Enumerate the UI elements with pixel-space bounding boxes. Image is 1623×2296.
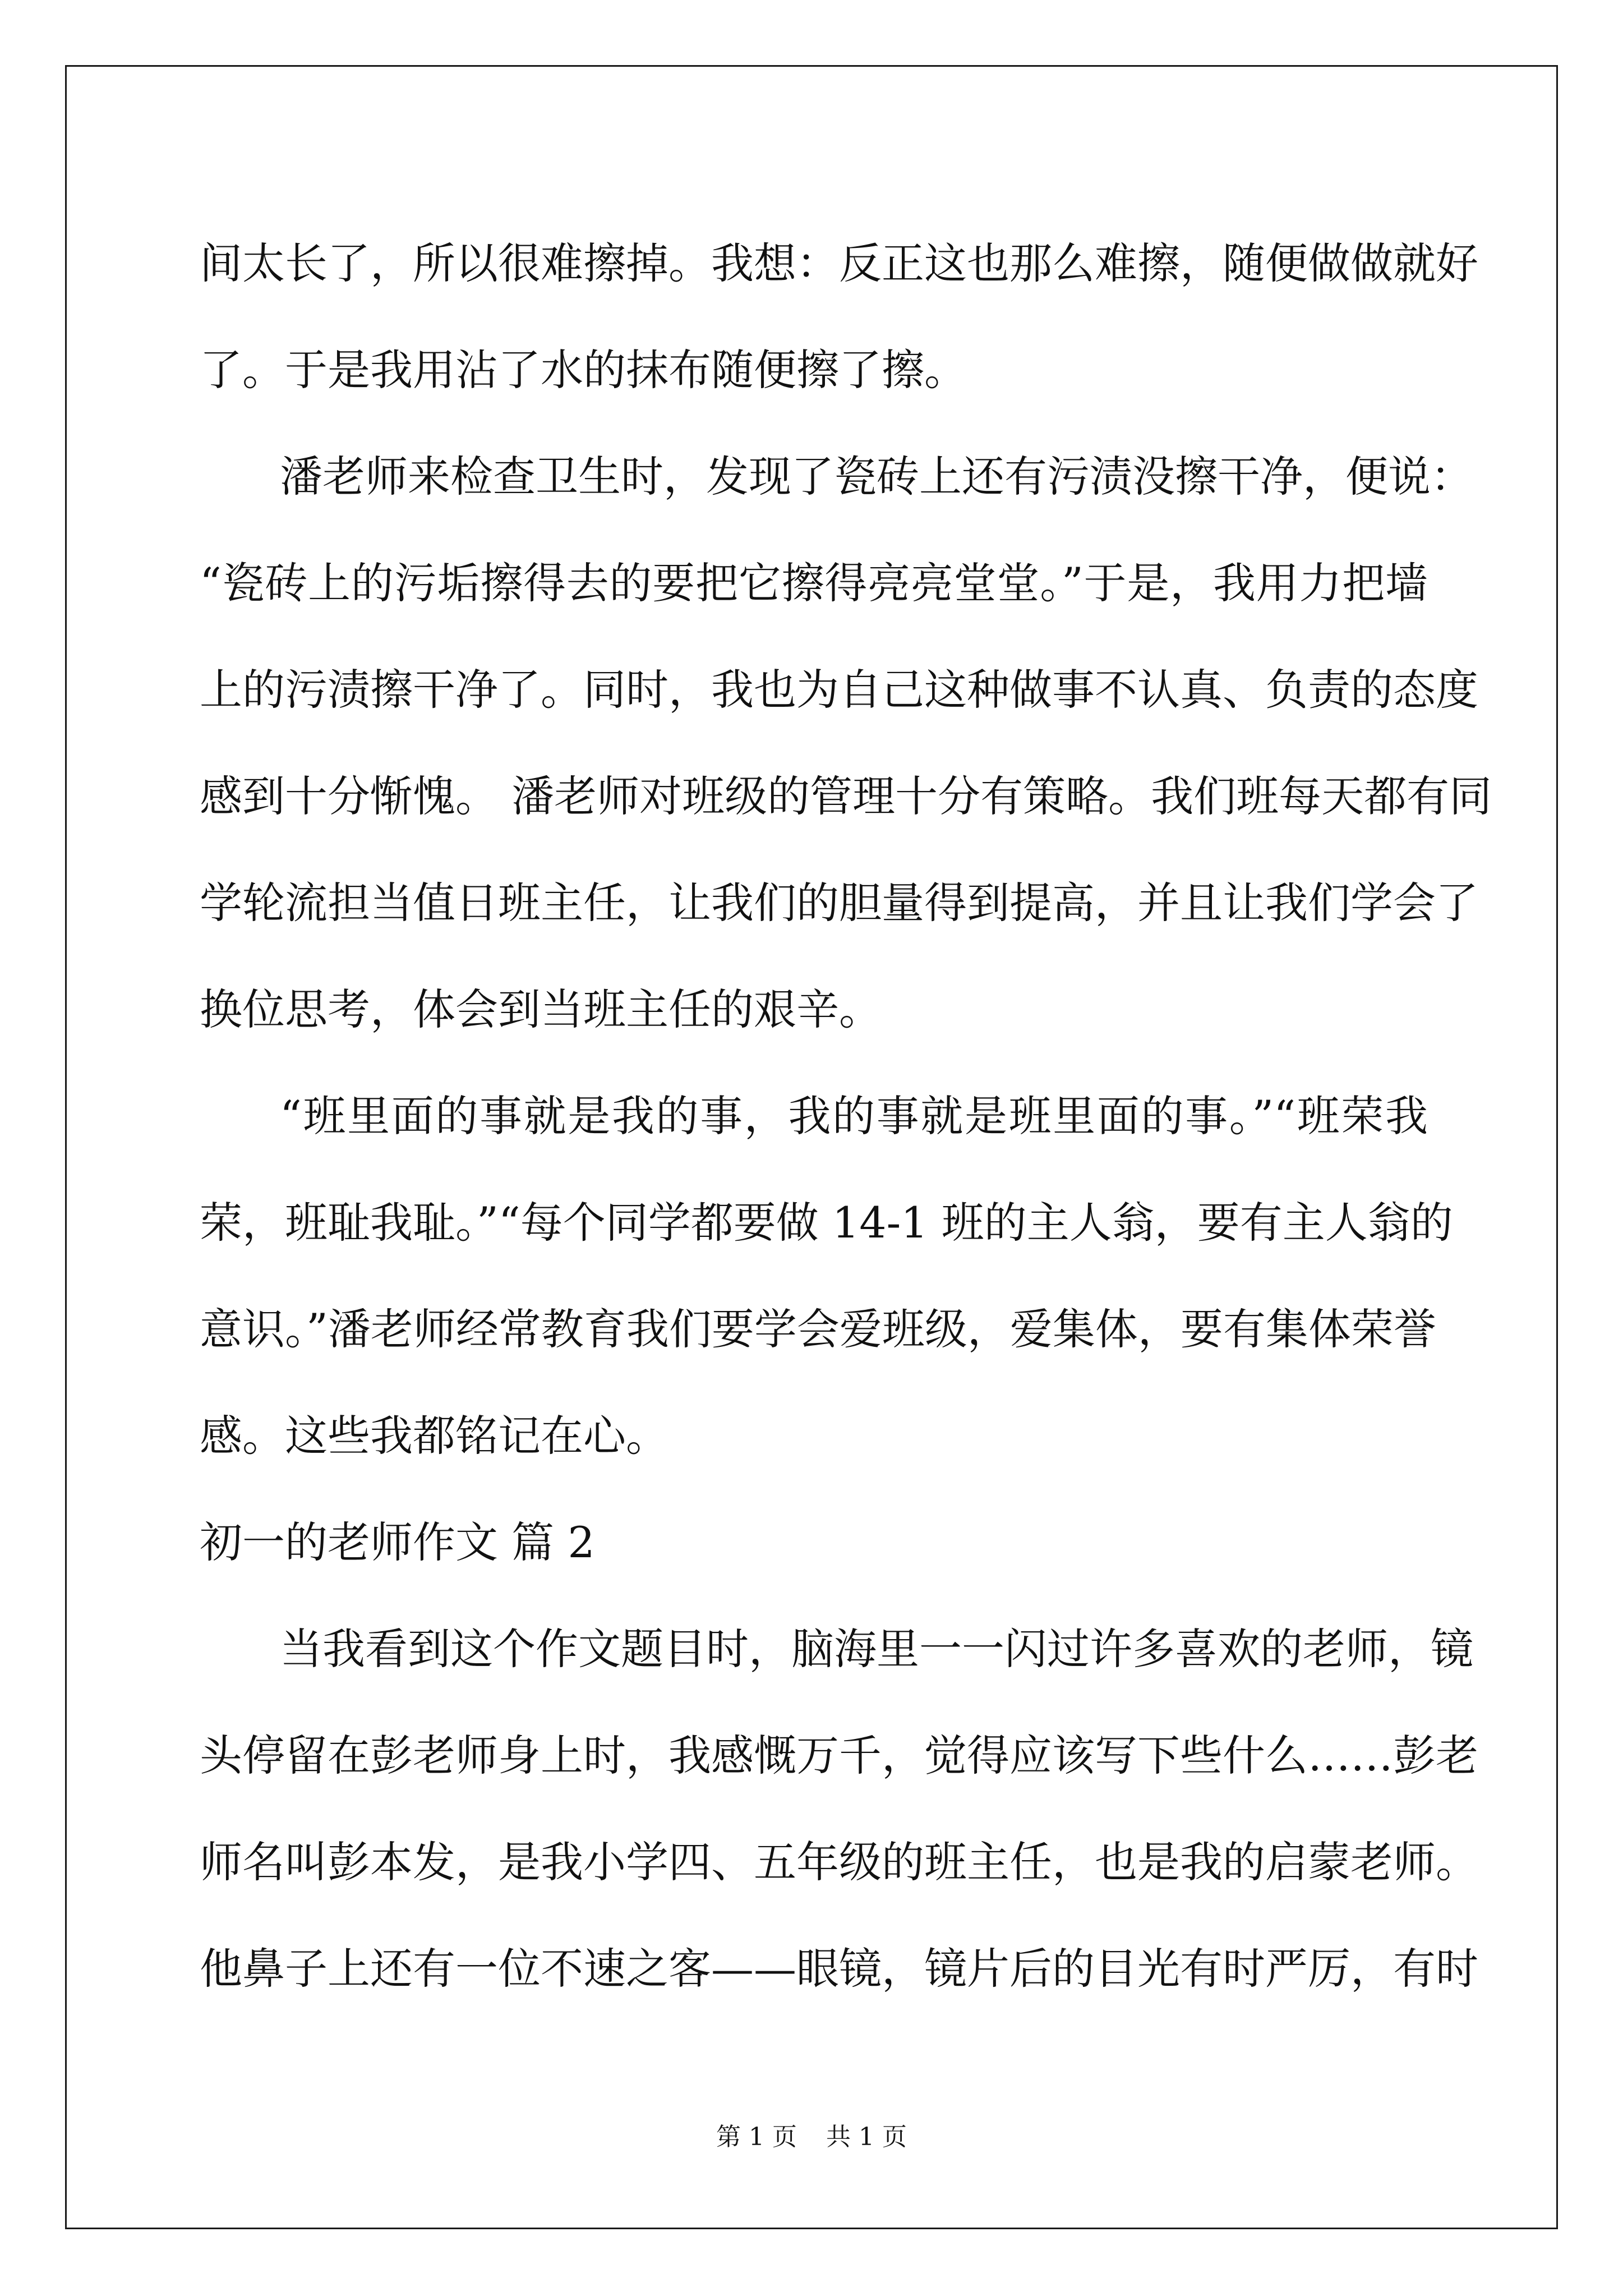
text-line: 初一的老师作文 篇 2 xyxy=(200,1517,595,1567)
page-footer xyxy=(0,2120,1623,2154)
text-line: 他鼻子上还有一位不速之客——眼镜，镜片后的目光有时严厉，有时 xyxy=(200,1944,1478,1994)
page-number-current: 第 1 页 xyxy=(716,2123,797,2151)
text-line: 荣，班耻我耻。”“每个同学都要做 14-1 班的主人翁，要有主人翁的 xyxy=(200,1198,1453,1248)
text-line: 感。这些我都铭记在心。 xyxy=(200,1411,668,1461)
text-line: 上的污渍擦干净了。同时，我也为自己这种做事不认真、负责的态度 xyxy=(200,665,1478,715)
text-line: 师名叫彭本发，是我小学四、五年级的班主任，也是我的启蒙老师。 xyxy=(200,1837,1478,1887)
text-line: 学轮流担当值日班主任，让我们的胆量得到提高，并且让我们学会了 xyxy=(200,878,1478,928)
text-line: 当我看到这个作文题目时，脑海里一一闪过许多喜欢的老师，镜 xyxy=(280,1624,1473,1674)
text-line: 换位思考，体会到当班主任的艰辛。 xyxy=(200,984,882,1034)
text-line: 间太长了，所以很难擦掉。我想：反正这也那么难擦，随便做做就好 xyxy=(200,238,1478,288)
text-line: 了。于是我用沾了水的抹布随便擦了擦。 xyxy=(200,345,967,395)
text-line: “班里面的事就是我的事，我的事就是班里面的事。”“班荣我 xyxy=(280,1091,1428,1141)
text-line: “瓷砖上的污垢擦得去的要把它擦得亮亮堂堂。”于是，我用力把墙 xyxy=(200,558,1428,608)
text-line: 头停留在彭老师身上时，我感慨万千，觉得应该写下些什么……彭老 xyxy=(200,1731,1478,1780)
page-number-total: 共 1 页 xyxy=(826,2123,907,2151)
text-line: 意识。”潘老师经常教育我们要学会爱班级，爱集体，要有集体荣誉 xyxy=(200,1304,1436,1354)
document-body xyxy=(200,210,1492,2022)
text-line: 感到十分惭愧。 潘老师对班级的管理十分有策略。我们班每天都有同 xyxy=(200,771,1492,821)
text-line: 潘老师来检查卫生时，发现了瓷砖上还有污渍没擦干净，便说： xyxy=(280,452,1473,501)
